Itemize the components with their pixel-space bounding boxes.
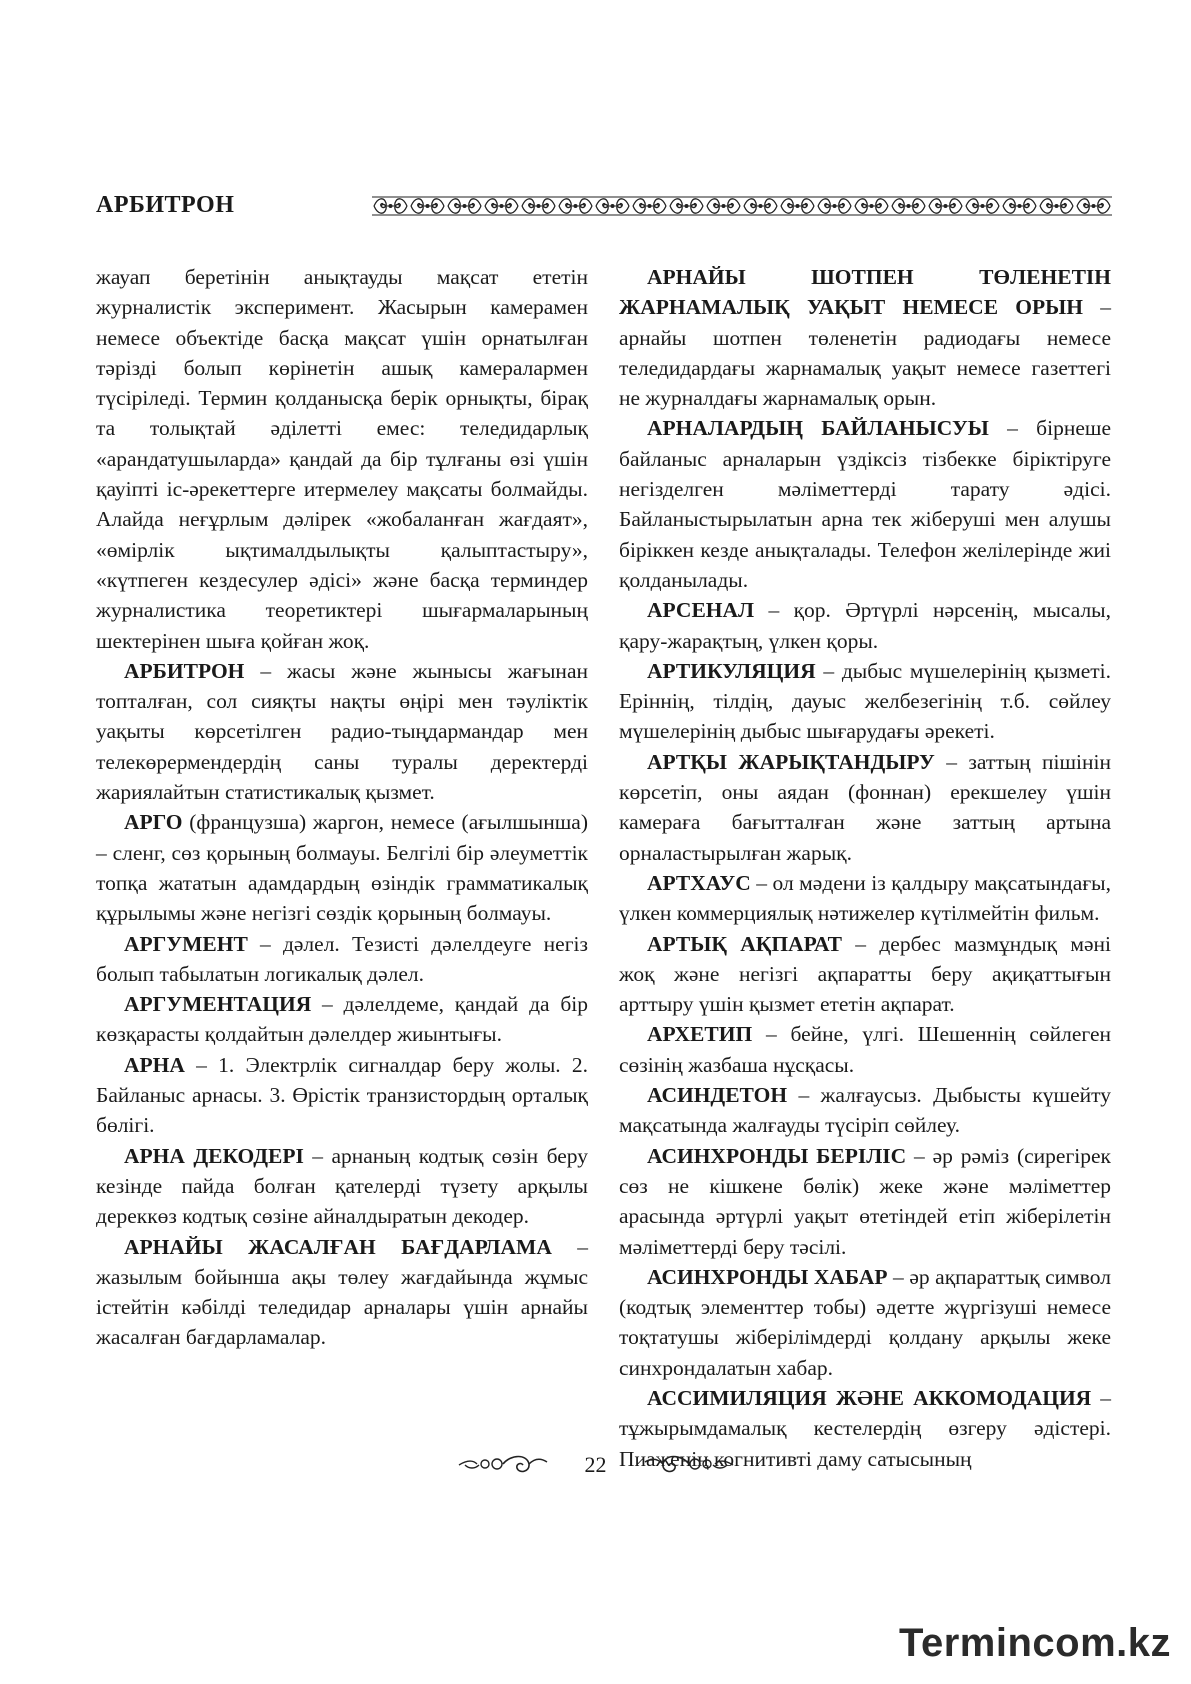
dictionary-entry <box>96 1050 588 1141</box>
entry-term: АРНА ДЕКОДЕРІ <box>124 1143 304 1168</box>
entry-term: АРНА <box>124 1052 185 1077</box>
entry-definition: – заттың пішінін көрсетіп, оны аядан (фоннан) ерекшелеу үшін камераға бағытталған және заттың артына орналастырылған жарық. <box>619 749 1111 865</box>
entry-definition: – бірнеше байланыс арналарын үздіксіз тізбекке біріктіруге негізделген мәліметтерді тарату әдісі. Байланыстырылатын арна тек жіберуші мен алушы біріккен кезде анықталады. Телефон желілерінде жиі қолданылады. <box>619 416 1111 592</box>
running-head: АРБИТРОН <box>96 192 235 218</box>
entry-definition: – дыбыс мүшелерінің қызметі. Еріннің, тілдің, дауыс желбезегінің т.б. сөйлеу мүшелерінің дыбыс шығарудағы әрекеті. <box>619 658 1111 744</box>
entry-definition: – дәлел. Тезисті дәлелдеуге негіз болып табылатын логикалық дәлел. <box>96 931 588 986</box>
entry-term: АСИНХРОНДЫ ХАБАР <box>647 1264 888 1289</box>
entry-definition: – дербес мазмұндық мәні жоқ және негізгі ақпаратты беру ақиқаттығын арттыру үшін қызмет ететін ақпарат. <box>619 931 1111 1017</box>
entry-term: АРТИКУЛЯЦИЯ <box>647 658 816 683</box>
entry-definition: – дәлелдеме, қандай да бір көзқарасты қолдайтын дәлелдер жиынтығы. <box>96 992 588 1047</box>
entry-definition: – қор. Әртүрлі нәрсенің, мысалы, қару-жарақтың, үлкен қоры. <box>619 598 1111 653</box>
entry-term: АРБИТРОН <box>124 658 245 683</box>
entry-term: АРТХАУС <box>647 870 751 895</box>
entry-definition: – жасы және жынысы жағынан топталған, сол сияқты нақты өңірі мен тәуліктік уақыты көрсетілген радио-тыңдармандар мен телекөрермендердің саны туралы деректерді жариялайтын статистикалық қызмет. <box>96 658 588 805</box>
dictionary-entry <box>619 413 1111 595</box>
left-column <box>96 262 588 1353</box>
entry-definition: – тұжырымдамалық кестелердің өзгеру әдістері. Пиаженің когнитивті даму сатысының <box>619 1385 1111 1471</box>
watermark-logo: Termincom.kz <box>899 1621 1171 1665</box>
dictionary-entry <box>96 1141 588 1232</box>
entry-definition: – әр ақпараттық символ (кодтық элементтер тобы) әдетте жүргізуші немесе тоқтатушы жіберілімдерді қолдану арқылы жеке синхрондалатын хабар. <box>619 1264 1111 1380</box>
dictionary-entry <box>619 1080 1111 1141</box>
header-ornament-icon <box>372 195 1112 217</box>
entry-term: АРНАЛАРДЫҢ БАЙЛАНЫСУЫ <box>647 416 989 441</box>
right-column <box>619 262 1111 1474</box>
entry-definition: – 1. Электрлік сигналдар беру жолы. 2. Байланыс арнасы. 3. Өрістік транзистордың орталық бөлігі. <box>96 1052 588 1138</box>
entry-term: АРХЕТИП <box>647 1022 753 1047</box>
dictionary-entry <box>619 929 1111 1020</box>
entry-definition: – жалғаусыз. Дыбысты күшейту мақсатында жалғауды түсіріп сөйлеу. <box>619 1083 1111 1138</box>
dictionary-entry <box>96 262 588 656</box>
entry-term: АРНАЙЫ ШОТПЕН ТӨЛЕНЕТІН ЖАРНАМАЛЫҚ УАҚЫТ НЕМЕСЕ ОРЫН <box>619 265 1111 320</box>
entry-term: АРТҚЫ ЖАРЫҚТАНДЫРУ <box>647 749 935 774</box>
dictionary-entry <box>619 262 1111 413</box>
entry-definition: – әр рәміз (сирегірек сөз не кішкене бөлік) жеке және мәліметтер арасында әртүрлі уақыт өтетіндей етіп жіберілетін мәліметтерді беру тәсілі. <box>619 1143 1111 1259</box>
dictionary-entry <box>619 868 1111 929</box>
dictionary-entry <box>619 1262 1111 1383</box>
dictionary-entry <box>619 1141 1111 1262</box>
swirl-ornament-left-icon <box>457 1452 549 1478</box>
page-footer <box>0 1452 1191 1478</box>
entry-term: АСИНХРОНДЫ БЕРІЛІС <box>647 1143 907 1168</box>
dictionary-entry <box>96 807 588 928</box>
swirl-ornament-right-icon <box>643 1452 735 1478</box>
entry-term: АРСЕНАЛ <box>647 598 755 623</box>
entry-definition: – арнайы шотпен төленетін радиодағы немесе теледидардағы жарнамалық уақыт немесе газеттегі не журналдағы жарнамалық орын. <box>619 295 1111 411</box>
dictionary-entry <box>96 656 588 807</box>
page-number: 22 <box>584 1452 607 1477</box>
entry-term: АРГУМЕНТАЦИЯ <box>124 992 312 1017</box>
dictionary-entry <box>96 989 588 1050</box>
dictionary-entry <box>619 595 1111 656</box>
entry-term: АСИНДЕТОН <box>647 1083 788 1108</box>
entry-term: АРГО <box>124 810 183 835</box>
entry-definition: – арнаның кодтық сөзін беру кезінде пайда болған қателерді түзету арқылы дереккөз кодтық сөзіне айналдыратын декодер. <box>96 1143 588 1229</box>
dictionary-entry <box>96 1232 588 1353</box>
entry-term: АРНАЙЫ ЖАСАЛҒАН БАҒДАРЛАМА <box>124 1234 552 1259</box>
dictionary-entry <box>619 656 1111 747</box>
entry-term: АРТЫҚ АҚПАРАТ <box>647 931 842 956</box>
entry-definition: жауап беретінін анықтауды мақсат ететін журналистік эксперимент. Жасырын камерамен немесе объектіде басқа мақсат үшін орнатылған тәрізді болып көрінетін ашық камералармен түсіріледі. Термин қолданысқа берік орнықты, бірақ та толықтай әділетті емес: теледидарлық «арандатушыларда» қандай да бір тұлғаны өзі үшін қауіпті іс-әрекеттерге итермелеу мақсаты болмайды. Алайда неғұрлым дәлірек «жобаланған жағдаят», «өмірлік ықтималдылықты қалыптастыру», «күтпеген кездесулер әдісі» және басқа терминдер журналистика теоретиктері шығармаларының шектерінен шыға қойған жоқ. <box>96 265 588 653</box>
entry-definition: (французша) жаргон, немесе (ағылшынша) – сленг, сөз қорының болмауы. Белгілі бір әлеуметтік топқа жататын адамдардың өзіндік грамматикалық құрылымы және негізгі сөздік қорының болмауы. <box>96 810 588 926</box>
dictionary-entry <box>619 747 1111 868</box>
entry-term: АССИМИЛЯЦИЯ ЖӘНЕ АККОМОДАЦИЯ <box>647 1385 1092 1410</box>
entry-definition: – жазылым бойынша ақы төлеу жағдайында жұмыс істейтін кәбілді теледидар арналары үшін арнайы жасалған бағдарламалар. <box>96 1234 588 1350</box>
dictionary-entry <box>96 929 588 990</box>
entry-definition: – ол мәдени із қалдыру мақсатындағы, үлкен коммерциялық нәтижелер күтілмейтін фильм. <box>619 870 1111 926</box>
dictionary-entry <box>619 1019 1111 1080</box>
entry-definition: – бейне, үлгі. Шешеннің сөйлеген сөзінің жазбаша нұсқасы. <box>619 1022 1111 1077</box>
entry-term: АРГУМЕНТ <box>124 931 248 956</box>
